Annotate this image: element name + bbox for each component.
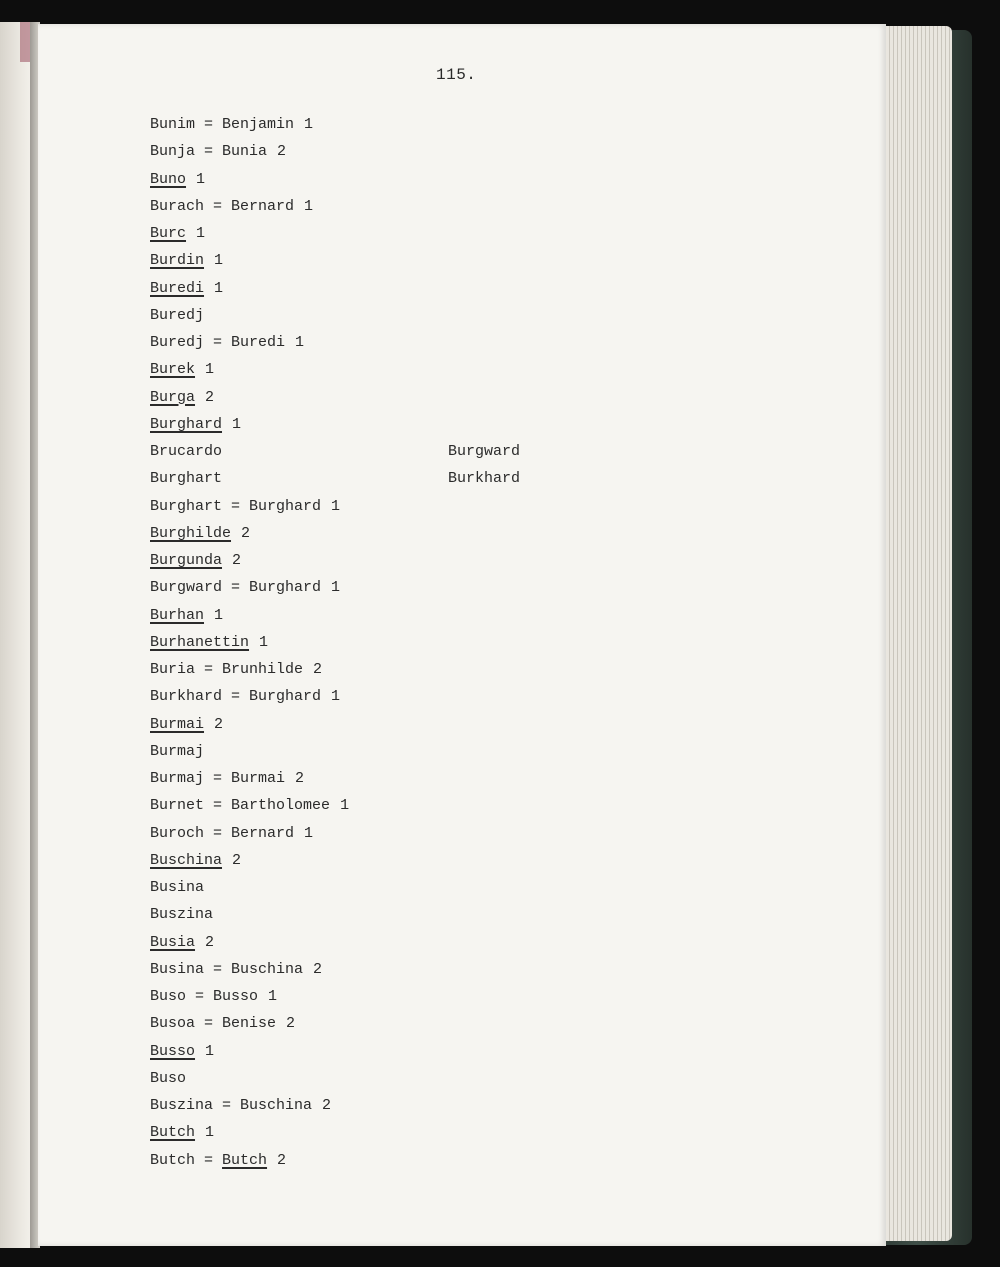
entry-name: Burghart — [150, 497, 223, 515]
entry-name: Buso — [150, 988, 187, 1005]
list-item — [150, 224, 205, 244]
entry-name: Burgunda — [150, 552, 223, 569]
entry-target: Bernard — [231, 824, 295, 842]
entry-target: Benjamin — [222, 116, 295, 133]
entry-name: Butch — [150, 1124, 196, 1142]
list-item — [150, 769, 304, 789]
entry-name: Buredj — [150, 334, 205, 351]
equals-sign: = — [195, 116, 223, 133]
equals-sign: = — [195, 661, 223, 678]
equals-sign: = — [195, 1151, 223, 1169]
entry-name: Buroch — [150, 824, 205, 842]
entry-name: Burdin — [150, 252, 205, 270]
entry-name: Burmaj — [150, 770, 205, 787]
equals-sign: = — [204, 824, 232, 842]
entry-name: Busina — [150, 960, 205, 978]
list-item — [150, 960, 322, 980]
entry-variant-right: Burgward — [448, 443, 521, 460]
list-item — [150, 170, 205, 190]
entry-count: 1 — [214, 252, 224, 270]
entry-name: Burhanettin — [150, 633, 250, 651]
list-item — [150, 497, 340, 517]
list-item — [150, 251, 223, 271]
equals-sign: = — [186, 988, 214, 1005]
entry-count: 1 — [205, 1042, 215, 1060]
entry-name: Burmai — [150, 715, 205, 733]
entry-name: Busina — [150, 879, 205, 896]
entry-name: Buszina — [150, 906, 214, 924]
entry-count: 1 — [214, 606, 224, 624]
entry-target: Burghard — [249, 497, 322, 515]
equals-sign: = — [222, 497, 250, 515]
entry-count: 1 — [196, 225, 206, 242]
entry-count: 2 — [205, 388, 215, 406]
list-item — [150, 851, 241, 871]
list-item — [150, 905, 213, 925]
list-item — [150, 1042, 214, 1062]
entry-count: 2 — [313, 661, 323, 678]
equals-sign: = — [204, 797, 232, 815]
entry-count: 2 — [241, 524, 251, 542]
entry-name: Burmaj — [150, 742, 205, 760]
entry-count: 2 — [286, 1015, 296, 1033]
entry-name: Brucardo — [150, 443, 223, 460]
entry-name: Busso — [150, 1042, 196, 1060]
entry-name: Burgward — [150, 579, 223, 597]
list-item — [150, 279, 223, 299]
list-item — [150, 606, 223, 626]
equals-sign: = — [195, 1015, 223, 1033]
entry-count: 2 — [205, 933, 215, 951]
equals-sign: = — [222, 688, 250, 706]
list-item — [150, 333, 304, 353]
equals-sign: = — [222, 579, 250, 597]
entry-name: Busia — [150, 933, 196, 951]
list-item — [150, 524, 250, 544]
list-item — [150, 987, 277, 1007]
entry-name: Burghilde — [150, 524, 232, 542]
entry-name: Buszina — [150, 1097, 214, 1114]
entry-count: 1 — [331, 688, 341, 706]
list-item — [150, 551, 241, 571]
list-item — [150, 824, 313, 844]
entry-count: 1 — [214, 279, 224, 297]
entry-count: 2 — [295, 770, 305, 787]
entry-count: 1 — [304, 116, 314, 133]
list-item — [150, 469, 222, 489]
equals-sign: = — [213, 1097, 241, 1114]
entry-target: Busso — [213, 988, 259, 1005]
equals-sign: = — [204, 770, 232, 787]
equals-sign: = — [195, 143, 223, 161]
list-item — [150, 388, 214, 408]
entry-count: 2 — [322, 1097, 332, 1114]
list-item — [150, 933, 214, 953]
entry-variant-right: Burkhard — [448, 470, 521, 488]
list-item — [150, 715, 223, 735]
entry-name: Burhan — [150, 606, 205, 624]
list-item — [150, 878, 204, 898]
entry-name: Burkhard — [150, 688, 223, 706]
entry-name: Butch — [150, 1151, 196, 1169]
entry-name: Burga — [150, 388, 196, 406]
list-item — [150, 660, 322, 680]
entry-target: Bernard — [231, 197, 295, 215]
entry-count: 1 — [259, 633, 269, 651]
entry-count: 1 — [331, 579, 341, 597]
list-item — [150, 1014, 295, 1034]
entry-name: Burnet — [150, 797, 205, 815]
entry-count: 1 — [331, 497, 341, 515]
entry-count: 2 — [313, 960, 323, 978]
entry-name: Burc — [150, 225, 187, 242]
entry-target: Burghard — [249, 579, 322, 597]
entry-name: Buso — [150, 1069, 187, 1087]
page-stack-edge — [878, 26, 952, 1241]
entry-name: Burghard — [150, 415, 223, 433]
list-item — [150, 742, 204, 762]
list-item — [150, 633, 268, 653]
equals-sign: = — [204, 334, 232, 351]
entry-count: 1 — [205, 361, 215, 379]
list-item — [150, 1096, 331, 1116]
entry-count: 2 — [277, 1151, 287, 1169]
list-item — [150, 1151, 286, 1171]
entry-target: Buredi — [231, 334, 286, 351]
entry-target: Buschina — [240, 1097, 313, 1114]
entry-count: 1 — [232, 415, 242, 433]
entry-count: 1 — [196, 170, 206, 188]
entry-target: Butch — [222, 1151, 268, 1169]
equals-sign: = — [204, 197, 232, 215]
list-item — [150, 415, 241, 435]
entry-target: Buschina — [231, 960, 304, 978]
entry-name: Bunim — [150, 116, 196, 133]
entry-target: Bartholomee — [231, 797, 331, 815]
entry-name: Burach — [150, 197, 205, 215]
entry-name: Buno — [150, 170, 187, 188]
list-item — [150, 578, 340, 598]
list-item — [150, 1069, 186, 1089]
entry-name: Busoa — [150, 1015, 196, 1033]
list-item — [150, 796, 349, 816]
list-item — [150, 442, 222, 462]
entry-name: Buschina — [150, 851, 223, 869]
entry-count: 1 — [304, 824, 314, 842]
entry-name: Burek — [150, 361, 196, 379]
list-item — [150, 360, 214, 380]
entry-target: Burghard — [249, 688, 322, 706]
entry-count: 2 — [277, 143, 287, 161]
list-item — [150, 142, 286, 162]
equals-sign: = — [204, 960, 232, 978]
page-number: 115. — [436, 66, 477, 84]
list-item — [150, 687, 340, 707]
entry-count: 1 — [304, 197, 314, 215]
entry-name: Buredj — [150, 306, 205, 324]
list-item — [150, 306, 204, 326]
entry-name: Bunja — [150, 143, 196, 161]
list-item — [150, 115, 313, 135]
entry-target: Brunhilde — [222, 661, 304, 678]
entry-name: Buria — [150, 661, 196, 678]
entry-count: 1 — [268, 988, 278, 1005]
entry-count: 2 — [232, 552, 242, 569]
entry-count: 2 — [232, 851, 242, 869]
entry-count: 1 — [205, 1124, 215, 1142]
book-page — [38, 24, 886, 1246]
list-item — [150, 1123, 214, 1143]
entry-count: 2 — [214, 715, 224, 733]
entry-name: Buredi — [150, 279, 205, 297]
entry-target: Benise — [222, 1015, 277, 1033]
entry-name: Burghart — [150, 470, 223, 488]
entry-target: Bunia — [222, 143, 268, 161]
entry-count: 1 — [295, 334, 305, 351]
entry-target: Burmai — [231, 770, 286, 787]
entry-count: 1 — [340, 797, 350, 815]
list-item — [150, 197, 313, 217]
